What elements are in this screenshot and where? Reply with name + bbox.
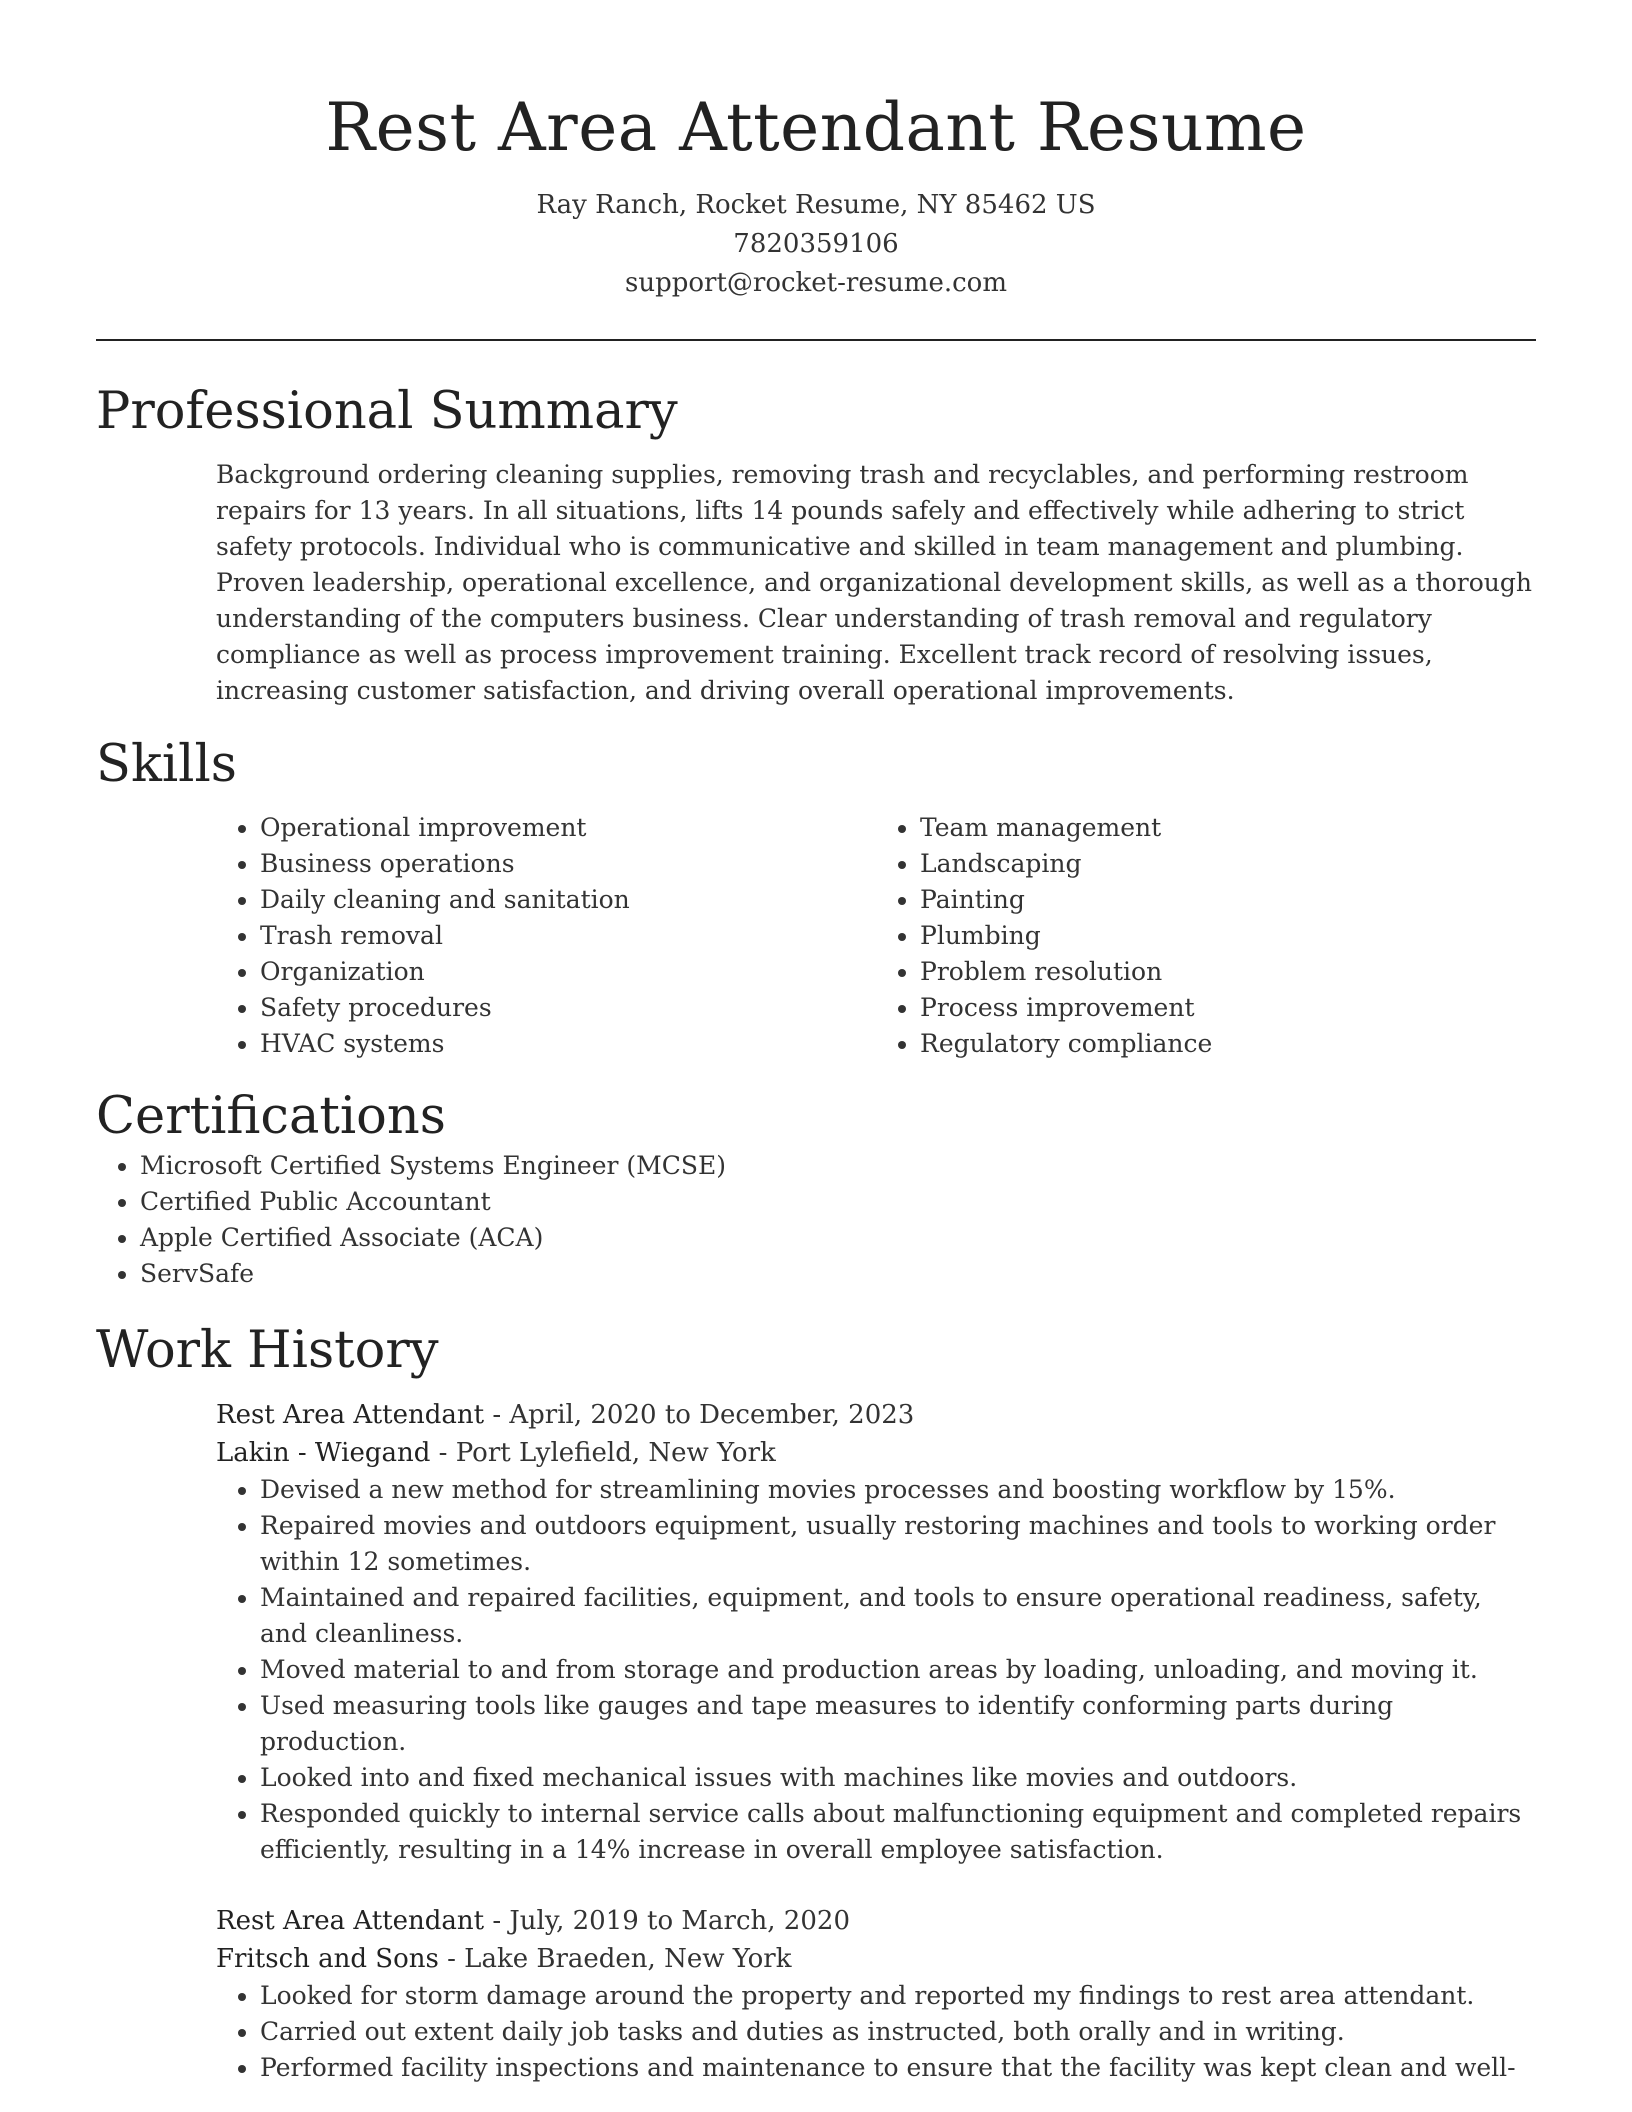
contact-block	[96, 186, 1536, 303]
certification-item: • Apple Certified Associate (ACA)	[140, 1220, 1536, 1256]
certification-item: • ServSafe	[140, 1256, 1536, 1292]
job-company: Fritsch and Sons	[216, 1944, 439, 1974]
job-title: Rest Area Attendant	[216, 1906, 485, 1936]
job-duty: • Devised a new method for streamlining movies processes and boosting workflow by 15%.	[260, 1472, 1536, 1508]
job-duty: • Carried out extent daily job tasks and duties as instructed, both orally and in writing.	[260, 2014, 1536, 2050]
job-duty: • Moved material to and from storage and production areas by loading, unloading, and moving it.	[260, 1652, 1536, 1688]
job-duty: • Looked into and fixed mechanical issues with machines like movies and outdoors.	[260, 1760, 1536, 1796]
skill-item: • Safety procedures	[260, 990, 876, 1026]
certifications-list	[96, 1148, 1536, 1292]
job-duty: • Repaired movies and outdoors equipment, usually restoring machines and tools to working order within 12 sometimes.	[260, 1508, 1536, 1580]
job-title: Rest Area Attendant	[216, 1400, 485, 1430]
certifications-heading: Certifications	[96, 1087, 446, 1146]
job-duties-list	[216, 1978, 1536, 2086]
skill-item: • Operational improvement	[260, 810, 876, 846]
skill-item: • Team management	[920, 810, 1536, 846]
job-duty: • Maintained and repaired facilities, equipment, and tools to ensure operational readiness, safety, and cleanliness.	[260, 1580, 1536, 1652]
job-title-line	[216, 1396, 1536, 1434]
contact-address: Ray Ranch, Rocket Resume, NY 85462 US	[536, 190, 1096, 220]
certification-item: • Certified Public Accountant	[140, 1184, 1536, 1220]
certification-item: • Microsoft Certified Systems Engineer (MCSE)	[140, 1148, 1536, 1184]
job-duty: • Responded quickly to internal service calls about malfunctioning equipment and completed repairs efficiently, resulting in a 14% increase in overall employee satisfaction.	[260, 1796, 1536, 1868]
job-dates: - April, 2020 to December, 2023	[484, 1400, 915, 1430]
resume-page	[96, 0, 1536, 2086]
contact-email: support@rocket-resume.com	[624, 268, 1007, 298]
job-duties-list	[216, 1472, 1536, 1868]
skill-item: • Painting	[920, 882, 1536, 918]
job-duty: • Performed facility inspections and maintenance to ensure that the facility was kept clean and well-	[260, 2050, 1536, 2086]
work-history-heading: Work History	[96, 1321, 439, 1380]
job-duty: • Looked for storm damage around the property and reported my findings to rest area attendant.	[260, 1978, 1536, 2014]
skill-item: • Business operations	[260, 846, 876, 882]
job-company-line	[216, 1940, 1536, 1978]
job-company: Lakin - Wiegand	[216, 1438, 431, 1468]
job-location: - Port Lylefield, New York	[430, 1438, 776, 1468]
skill-item: • Landscaping	[920, 846, 1536, 882]
summary-text: Background ordering cleaning supplies, removing trash and recyclables, and performing restroom repairs for 13 years. In all situations, lifts 14 pounds safely and effectively while adhering to strict safety protocols. Individual who is communicative and skilled in team management and plumbing. Proven leadership, operational excellence, and organizational development skills, as well as a thorough understanding of the computers business. Clear understanding of trash removal and regulatory compliance as well as process improvement training. Excellent track record of resolving issues, increasing customer satisfaction, and driving overall operational improvements.	[216, 460, 1532, 705]
skills-list-right	[876, 810, 1536, 1062]
job-dates: - July, 2019 to March, 2020	[484, 1906, 850, 1936]
header-divider	[96, 339, 1536, 341]
contact-phone: 7820359106	[733, 229, 899, 259]
job-entry	[216, 1396, 1536, 1868]
skill-item: • Problem resolution	[920, 954, 1536, 990]
skill-item: • Process improvement	[920, 990, 1536, 1026]
skill-item: • Daily cleaning and sanitation	[260, 882, 876, 918]
skills-columns	[216, 810, 1536, 1062]
skill-item: • HVAC systems	[260, 1026, 876, 1062]
resume-title: Rest Area Attendant Resume	[325, 89, 1307, 166]
skill-item: • Plumbing	[920, 918, 1536, 954]
skills-list-left	[216, 810, 876, 1062]
summary-heading: Professional Summary	[96, 382, 678, 441]
skills-heading: Skills	[96, 735, 237, 794]
skill-item: • Regulatory compliance	[920, 1026, 1536, 1062]
skill-item: • Trash removal	[260, 918, 876, 954]
job-title-line	[216, 1902, 1536, 1940]
skill-item: • Organization	[260, 954, 876, 990]
job-entry	[216, 1902, 1536, 2086]
job-duty: • Used measuring tools like gauges and tape measures to identify conforming parts during production.	[260, 1688, 1536, 1760]
job-location: - Lake Braeden, New York	[438, 1944, 792, 1974]
job-company-line	[216, 1434, 1536, 1472]
